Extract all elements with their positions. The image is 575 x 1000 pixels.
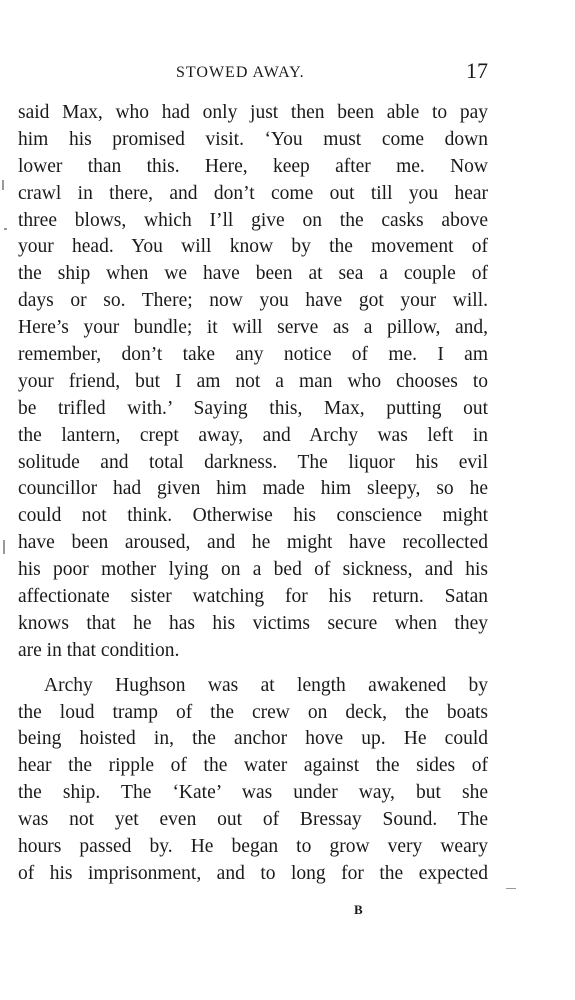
text-line: be trifled with.’ Saying this, Max, putting out: [18, 397, 488, 419]
page-number: 17: [466, 58, 488, 83]
text-line: the lantern, crept away, and Archy was left in: [18, 424, 488, 446]
text-line: remember, don’t take any notice of me. I am: [18, 344, 488, 366]
text-line: Here’s your bundle; it will serve as a pillow, and,: [18, 317, 488, 339]
text-line: lower than this. Here, keep after me. Now: [18, 155, 488, 177]
text-line: solitude and total darkness. The liquor his evil: [18, 451, 488, 473]
text-line: was not yet even out of Bressay Sound. The: [18, 809, 488, 831]
paragraph: [18, 100, 488, 665]
text-line: of his imprisonment, and to long for the expected: [18, 862, 488, 884]
body-text: [18, 100, 488, 888]
text-line: days or so. There; now you have got your will.: [18, 290, 488, 312]
text-line: Archy Hughson was at length awakened by: [44, 674, 488, 696]
text-line: said Max, who had only just then been able to pay: [18, 102, 488, 123]
text-line: him his promised visit. ‘You must come down: [18, 128, 488, 150]
text-line: the ship when we have been at sea a couple of: [18, 263, 488, 285]
text-line: the ship. The ‘Kate’ was under way, but she: [18, 782, 488, 804]
signature-mark: B: [354, 902, 363, 917]
paragraph: [18, 673, 488, 888]
scan-edge-mark: [2, 180, 4, 190]
scan-edge-mark: [4, 228, 7, 230]
text-line: hear the ripple of the water against the sides of: [18, 755, 488, 777]
text-line: councillor had given him made him sleepy, so he: [18, 478, 488, 500]
text-line: knows that he has his victims secure when they: [18, 612, 488, 634]
text-line: your head. You will know by the movement of: [18, 236, 488, 258]
scan-edge-mark: [506, 888, 516, 889]
text-line: are in that condition.: [18, 639, 180, 661]
text-line: hours passed by. He began to grow very weary: [18, 836, 488, 858]
text-line: affectionate sister watching for his return. Satan: [18, 586, 488, 608]
text-line: his poor mother lying on a bed of sickness, and his: [18, 559, 488, 581]
text-line: your friend, but I am not a man who chooses to: [18, 370, 488, 392]
paragraph-gap: [18, 665, 488, 673]
text-line: have been aroused, and he might have recollected: [18, 532, 488, 554]
text-line: could not think. Otherwise his conscience might: [18, 505, 488, 527]
page-header: [18, 58, 488, 88]
running-head: STOWED AWAY.: [176, 64, 305, 81]
text-line: the loud tramp of the crew on deck, the boats: [18, 701, 488, 723]
text-line: being hoisted in, the anchor hove up. He could: [18, 728, 488, 750]
scan-edge-mark: [3, 540, 5, 554]
text-line: three blows, which I’ll give on the casks above: [18, 209, 488, 231]
text-line: crawl in there, and don’t come out till you hear: [18, 182, 488, 204]
